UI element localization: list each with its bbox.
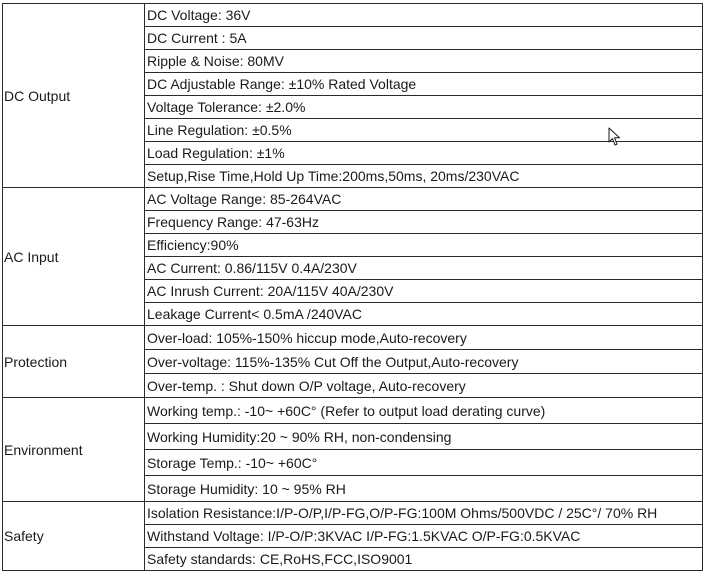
spec-cell: Working temp.: -10~ +60C° (Refer to output load derating curve) <box>145 398 703 424</box>
table-row <box>3 502 703 525</box>
table-row <box>3 398 703 424</box>
spec-cell: DC Current : 5A <box>145 27 703 50</box>
spec-cell: Storage Humidity: 10 ~ 95% RH <box>145 476 703 502</box>
spec-cell: AC Current: 0.86/115V 0.4A/230V <box>145 257 703 280</box>
spec-table <box>2 3 703 571</box>
category-safety: Safety <box>3 502 145 571</box>
spec-cell: Over-voltage: 115%-135% Cut Off the Output,Auto-recovery <box>145 350 703 374</box>
spec-cell: Line Regulation: ±0.5% <box>145 119 703 142</box>
spec-cell: Voltage Tolerance: ±2.0% <box>145 96 703 119</box>
category-dc-output: DC Output <box>3 4 145 188</box>
table-row <box>3 326 703 350</box>
spec-cell: DC Adjustable Range: ±10% Rated Voltage <box>145 73 703 96</box>
spec-cell: Load Regulation: ±1% <box>145 142 703 165</box>
spec-cell: Leakage Current< 0.5mA /240VAC <box>145 303 703 326</box>
spec-cell: Safety standards: CE,RoHS,FCC,ISO9001 <box>145 548 703 571</box>
spec-cell: DC Voltage: 36V <box>145 4 703 27</box>
spec-cell: Frequency Range: 47-63Hz <box>145 211 703 234</box>
spec-cell: Setup,Rise Time,Hold Up Time:200ms,50ms, 20ms/230VAC <box>145 165 703 188</box>
spec-cell: AC Inrush Current: 20A/115V 40A/230V <box>145 280 703 303</box>
spec-cell: Over-temp. : Shut down O/P voltage, Auto-recovery <box>145 374 703 398</box>
spec-cell: Efficiency:90% <box>145 234 703 257</box>
category-ac-input: AC Input <box>3 188 145 326</box>
table-row <box>3 4 703 27</box>
spec-cell: Ripple & Noise: 80MV <box>145 50 703 73</box>
spec-cell: Isolation Resistance:I/P-O/P,I/P-FG,O/P-FG:100M Ohms/500VDC / 25C°/ 70% RH <box>145 502 703 525</box>
table-row <box>3 188 703 211</box>
spec-cell: Storage Temp.: -10~ +60C° <box>145 450 703 476</box>
category-protection: Protection <box>3 326 145 398</box>
spec-cell: Working Humidity:20 ~ 90% RH, non-condensing <box>145 424 703 450</box>
spec-cell: Over-load: 105%-150% hiccup mode,Auto-recovery <box>145 326 703 350</box>
category-environment: Environment <box>3 398 145 502</box>
spec-cell: Withstand Voltage: I/P-O/P:3KVAC I/P-FG:1.5KVAC O/P-FG:0.5KVAC <box>145 525 703 548</box>
spec-cell: AC Voltage Range: 85-264VAC <box>145 188 703 211</box>
arrow-pointer-icon <box>608 127 622 147</box>
